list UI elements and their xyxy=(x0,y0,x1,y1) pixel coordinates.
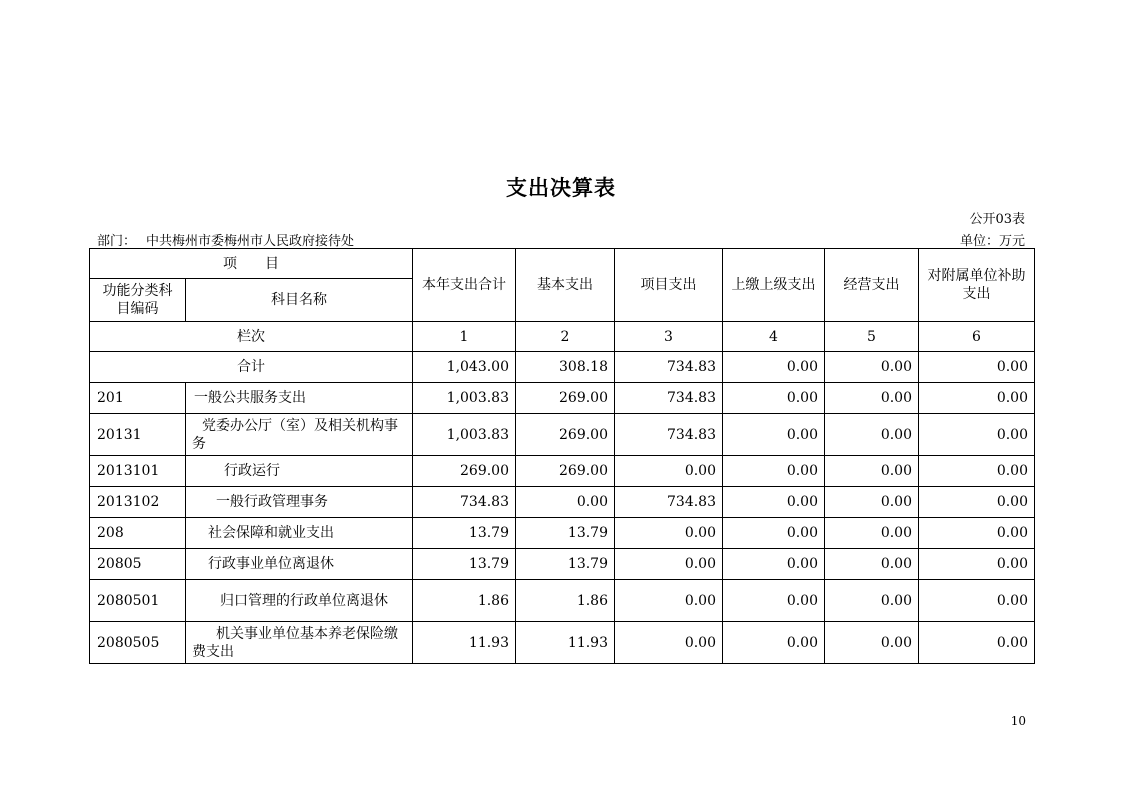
total-value: 1,043.00 xyxy=(413,352,516,383)
row-value: 734.83 xyxy=(615,487,723,518)
row-value: 0.00 xyxy=(919,518,1035,549)
row-value: 0.00 xyxy=(723,622,825,664)
total-value: 734.83 xyxy=(615,352,723,383)
table-row xyxy=(90,456,1035,487)
row-value: 0.00 xyxy=(825,622,919,664)
row-code: 208 xyxy=(90,518,186,549)
row-name: 社会保障和就业支出 xyxy=(186,518,413,549)
row-value: 1.86 xyxy=(516,580,615,622)
row-value: 0.00 xyxy=(516,487,615,518)
row-value: 0.00 xyxy=(825,549,919,580)
total-value: 0.00 xyxy=(723,352,825,383)
row-value: 0.00 xyxy=(723,414,825,456)
page-number: 10 xyxy=(1010,714,1026,728)
row-value: 0.00 xyxy=(615,580,723,622)
row-name: 行政事业单位离退休 xyxy=(186,549,413,580)
row-value: 13.79 xyxy=(516,518,615,549)
header-row-1 xyxy=(90,249,1035,279)
row-value: 0.00 xyxy=(919,414,1035,456)
department-line xyxy=(97,230,364,249)
row-code: 201 xyxy=(90,383,186,414)
expenditure-table xyxy=(89,248,1035,664)
row-value: 0.00 xyxy=(723,383,825,414)
unit-label: 单位：万元 xyxy=(959,234,1025,249)
row-value: 13.79 xyxy=(516,549,615,580)
row-value: 1,003.83 xyxy=(413,414,516,456)
row-code: 20131 xyxy=(90,414,186,456)
header-col4: 上缴上级支出 xyxy=(723,249,825,322)
row-value: 269.00 xyxy=(516,414,615,456)
header-lanci: 栏次 xyxy=(90,322,413,352)
column-number-row xyxy=(90,322,1035,352)
row-value: 734.83 xyxy=(615,383,723,414)
department-name: 中共梅州市委梅州市人民政府接待处 xyxy=(146,234,355,249)
header-name: 科目名称 xyxy=(186,279,413,322)
row-value: 0.00 xyxy=(825,580,919,622)
form-number: 公开03表 xyxy=(969,212,1025,227)
row-value: 734.83 xyxy=(615,414,723,456)
header-col2: 基本支出 xyxy=(516,249,615,322)
row-value: 11.93 xyxy=(516,622,615,664)
row-value: 0.00 xyxy=(723,580,825,622)
column-number: 5 xyxy=(825,322,919,352)
row-value: 0.00 xyxy=(825,487,919,518)
row-name: 一般行政管理事务 xyxy=(186,487,413,518)
row-value: 0.00 xyxy=(825,383,919,414)
department-label: 部门： xyxy=(97,234,137,249)
table-row xyxy=(90,383,1035,414)
row-value: 0.00 xyxy=(825,518,919,549)
row-name: 党委办公厅（室）及相关机构事务 xyxy=(186,414,413,456)
row-value: 734.83 xyxy=(413,487,516,518)
row-value: 0.00 xyxy=(723,549,825,580)
table-row xyxy=(90,580,1035,622)
row-value: 269.00 xyxy=(413,456,516,487)
row-name: 一般公共服务支出 xyxy=(186,383,413,414)
column-number: 2 xyxy=(516,322,615,352)
row-code: 2080501 xyxy=(90,580,186,622)
column-number: 1 xyxy=(413,322,516,352)
row-name: 归口管理的行政单位离退休 xyxy=(186,580,413,622)
header-code: 功能分类科目编码 xyxy=(90,279,186,322)
row-code: 2013102 xyxy=(90,487,186,518)
table-row xyxy=(90,414,1035,456)
row-code: 2080505 xyxy=(90,622,186,664)
table-row xyxy=(90,487,1035,518)
row-value: 13.79 xyxy=(413,518,516,549)
row-value: 0.00 xyxy=(723,456,825,487)
column-number: 4 xyxy=(723,322,825,352)
row-value: 0.00 xyxy=(919,622,1035,664)
row-value: 0.00 xyxy=(825,414,919,456)
row-value: 0.00 xyxy=(723,518,825,549)
column-number: 3 xyxy=(615,322,723,352)
total-label: 合计 xyxy=(90,352,413,383)
row-value: 0.00 xyxy=(825,456,919,487)
row-value: 0.00 xyxy=(615,622,723,664)
row-value: 269.00 xyxy=(516,383,615,414)
header-col3: 项目支出 xyxy=(615,249,723,322)
header-col5: 经营支出 xyxy=(825,249,919,322)
row-value: 0.00 xyxy=(723,487,825,518)
row-value: 0.00 xyxy=(919,580,1035,622)
row-value: 0.00 xyxy=(615,456,723,487)
table-row xyxy=(90,518,1035,549)
header-project: 项 目 xyxy=(90,249,413,279)
row-name: 机关事业单位基本养老保险缴费支出 xyxy=(186,622,413,664)
table-row xyxy=(90,622,1035,664)
table-row xyxy=(90,549,1035,580)
total-value: 0.00 xyxy=(825,352,919,383)
row-name: 行政运行 xyxy=(186,456,413,487)
row-value: 0.00 xyxy=(919,383,1035,414)
row-value: 269.00 xyxy=(516,456,615,487)
row-value: 1.86 xyxy=(413,580,516,622)
total-value: 0.00 xyxy=(919,352,1035,383)
row-value: 0.00 xyxy=(919,549,1035,580)
header-col1: 本年支出合计 xyxy=(413,249,516,322)
row-code: 20805 xyxy=(90,549,186,580)
total-value: 308.18 xyxy=(516,352,615,383)
row-value: 13.79 xyxy=(413,549,516,580)
row-value: 0.00 xyxy=(919,487,1035,518)
row-value: 0.00 xyxy=(919,456,1035,487)
row-value: 0.00 xyxy=(615,549,723,580)
row-value: 11.93 xyxy=(413,622,516,664)
page-title: 支出决算表 xyxy=(506,176,616,200)
column-number: 6 xyxy=(919,322,1035,352)
header-col6: 对附属单位补助支出 xyxy=(919,249,1035,322)
row-value: 1,003.83 xyxy=(413,383,516,414)
row-value: 0.00 xyxy=(615,518,723,549)
total-row xyxy=(90,352,1035,383)
row-code: 2013101 xyxy=(90,456,186,487)
